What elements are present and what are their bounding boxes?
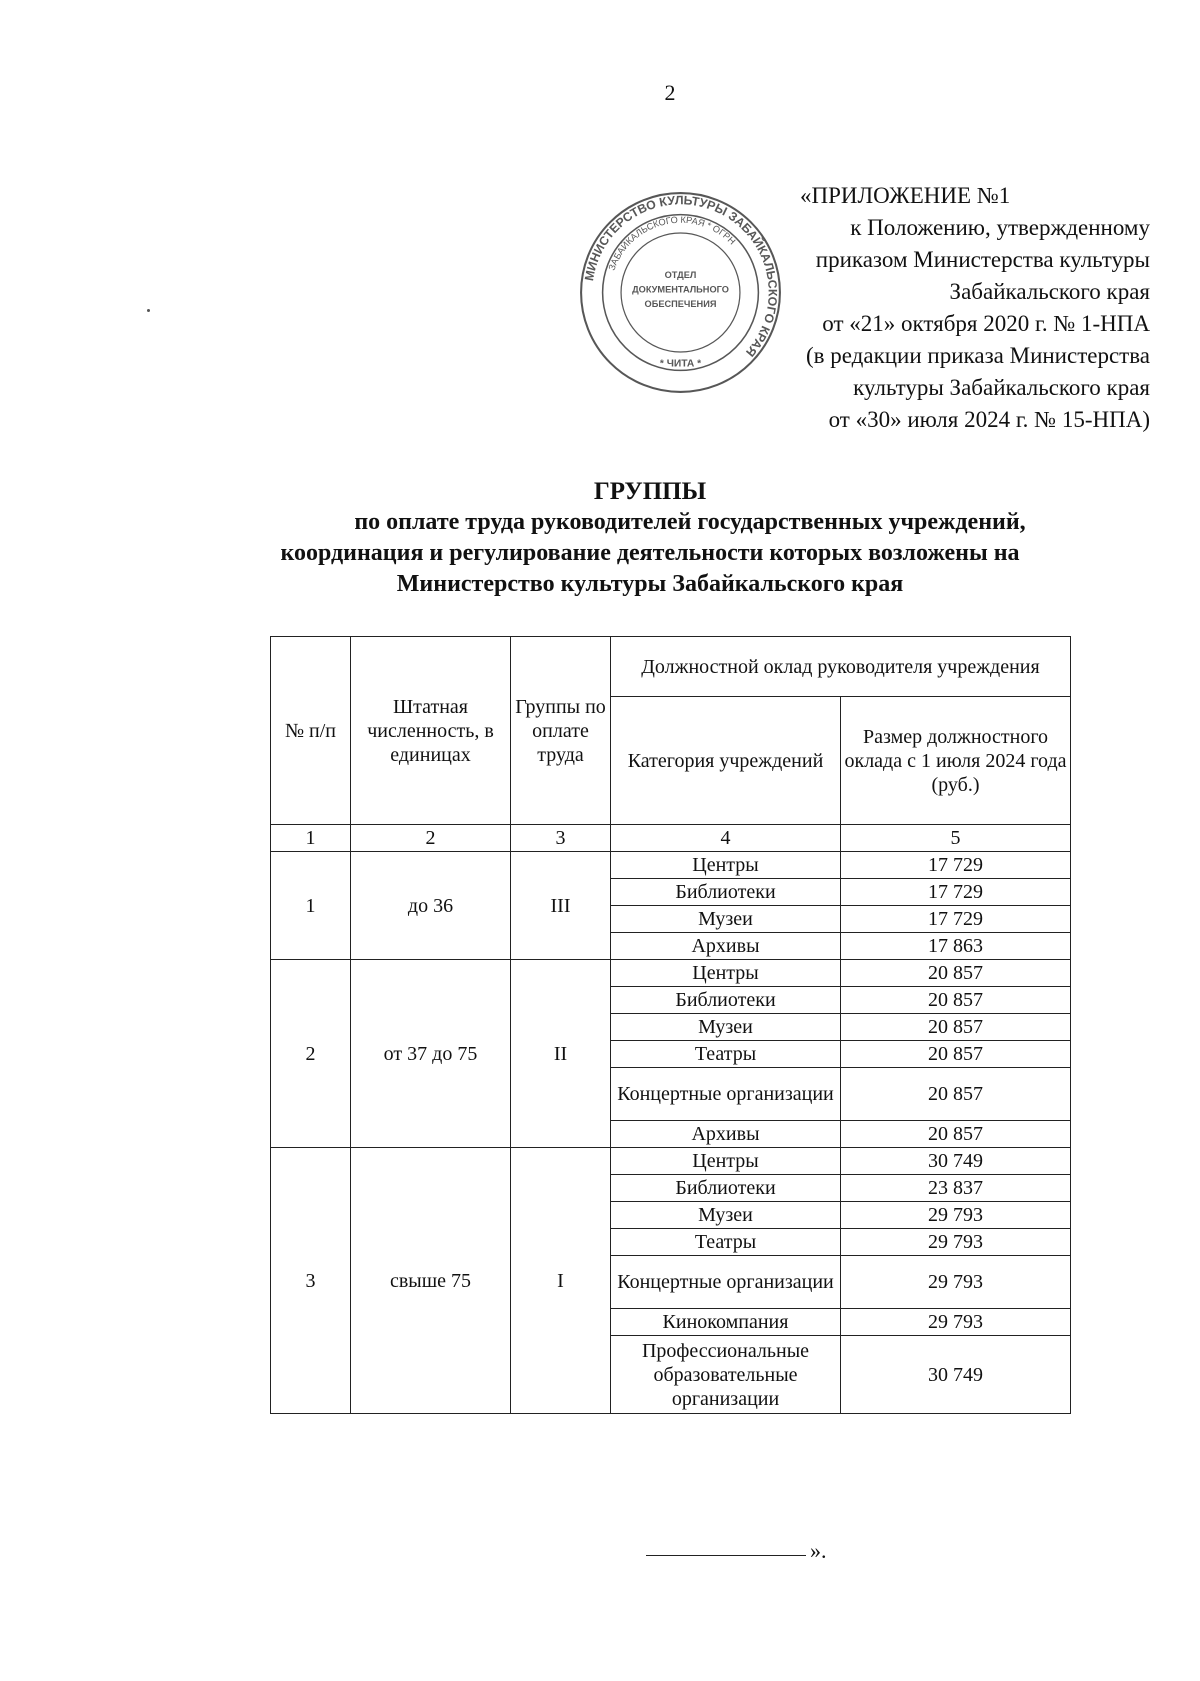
closing-mark bbox=[646, 1538, 827, 1564]
salary-cell: 20 857 bbox=[841, 1121, 1071, 1148]
category-cell: Библиотеки bbox=[611, 879, 841, 906]
column-number: 4 bbox=[611, 825, 841, 852]
group-level: III bbox=[511, 852, 611, 960]
table-row bbox=[271, 852, 1071, 879]
salary-cell: 29 793 bbox=[841, 1202, 1071, 1229]
appendix-line: Забайкальского края bbox=[949, 279, 1150, 304]
stamp-inner-text: ЗАБАЙКАЛЬСКОГО КРАЯ * ОГРН bbox=[606, 214, 738, 272]
heading-title: ГРУППЫ bbox=[593, 478, 707, 505]
group-level: II bbox=[511, 960, 611, 1148]
header-category: Категория учреждений bbox=[611, 697, 841, 825]
closing-underline bbox=[646, 1555, 806, 1556]
category-cell: Музеи bbox=[611, 1014, 841, 1041]
stamp-center-line-1: ОТДЕЛ bbox=[664, 270, 697, 281]
salary-cell: 20 857 bbox=[841, 987, 1071, 1014]
stamp-center-line-2: ДОКУМЕНТАЛЬНОГО bbox=[632, 284, 729, 295]
appendix-line: от «21» октября 2020 г. № 1-НПА bbox=[822, 311, 1150, 336]
salary-groups-table bbox=[270, 636, 1071, 1414]
header-num: № п/п bbox=[271, 637, 351, 825]
salary-cell: 29 793 bbox=[841, 1256, 1071, 1309]
salary-cell: 30 749 bbox=[841, 1148, 1071, 1175]
header-salary-group: Должностной оклад руководителя учреждения bbox=[611, 637, 1071, 697]
column-number: 2 bbox=[351, 825, 511, 852]
table-row bbox=[271, 960, 1071, 987]
salary-cell: 29 793 bbox=[841, 1309, 1071, 1336]
salary-cell: 29 793 bbox=[841, 1229, 1071, 1256]
salary-cell: 17 729 bbox=[841, 906, 1071, 933]
salary-cell: 30 749 bbox=[841, 1336, 1071, 1414]
appendix-line: от «30» июля 2024 г. № 15-НПА) bbox=[828, 407, 1150, 432]
page-number: 2 bbox=[664, 80, 676, 105]
table-row bbox=[271, 1148, 1071, 1175]
group-num: 3 bbox=[271, 1148, 351, 1414]
category-cell: Музеи bbox=[611, 1202, 841, 1229]
category-cell: Театры bbox=[611, 1041, 841, 1068]
appendix-line: к Положению, утвержденному bbox=[850, 215, 1150, 240]
appendix-line: приказом Министерства культуры bbox=[815, 247, 1150, 272]
heading-line-2: координация и регулирование деятельности которых возложены на bbox=[280, 540, 1020, 566]
category-cell: Библиотеки bbox=[611, 1175, 841, 1202]
document-heading bbox=[180, 476, 1120, 600]
salary-cell: 23 837 bbox=[841, 1175, 1071, 1202]
stamp-bottom-text: * ЧИТА * bbox=[659, 358, 702, 370]
salary-cell: 17 729 bbox=[841, 879, 1071, 906]
stamp-center-line-3: ОБЕСПЕЧЕНИЯ bbox=[644, 298, 717, 309]
header-staff: Штатная численность, в единицах bbox=[351, 637, 511, 825]
salary-cell: 20 857 bbox=[841, 1068, 1071, 1121]
salary-cell: 17 863 bbox=[841, 933, 1071, 960]
heading-line-1: по оплате труда руководителей государственных учреждений, bbox=[354, 509, 1026, 535]
category-cell: Центры bbox=[611, 1148, 841, 1175]
category-cell: Концертные организации bbox=[611, 1256, 841, 1309]
category-cell: Центры bbox=[611, 852, 841, 879]
group-staff: до 36 bbox=[351, 852, 511, 960]
salary-cell: 17 729 bbox=[841, 852, 1071, 879]
column-number: 3 bbox=[511, 825, 611, 852]
category-cell: Концертные организации bbox=[611, 1068, 841, 1121]
salary-cell: 20 857 bbox=[841, 960, 1071, 987]
appendix-line: культуры Забайкальского края bbox=[853, 375, 1150, 400]
category-cell: Кинокомпания bbox=[611, 1309, 841, 1336]
closing-quote: ». bbox=[810, 1538, 827, 1563]
column-number: 5 bbox=[841, 825, 1071, 852]
group-num: 1 bbox=[271, 852, 351, 960]
appendix-line: (в редакции приказа Министерства bbox=[805, 343, 1150, 368]
group-staff: свыше 75 bbox=[351, 1148, 511, 1414]
group-level: I bbox=[511, 1148, 611, 1414]
category-cell: Архивы bbox=[611, 933, 841, 960]
appendix-title: «ПРИЛОЖЕНИЕ №1 bbox=[800, 183, 1011, 208]
category-cell: Профессиональные образовательные организации bbox=[611, 1336, 841, 1414]
scan-speck bbox=[147, 309, 150, 312]
category-cell: Библиотеки bbox=[611, 987, 841, 1014]
header-salary: Размер должностного оклада с 1 июля 2024 года (руб.) bbox=[841, 697, 1071, 825]
heading-line-3: Министерство культуры Забайкальского края bbox=[396, 571, 904, 597]
group-num: 2 bbox=[271, 960, 351, 1148]
stamp-outer-text: МИНИСТЕРСТВО КУЛЬТУРЫ ЗАБАЙКАЛЬСКОГО КРАЯ bbox=[582, 193, 780, 360]
category-cell: Музеи bbox=[611, 906, 841, 933]
category-cell: Архивы bbox=[611, 1121, 841, 1148]
appendix-header bbox=[690, 180, 1150, 436]
salary-cell: 20 857 bbox=[841, 1041, 1071, 1068]
group-staff: от 37 до 75 bbox=[351, 960, 511, 1148]
header-group: Группы по оплате труда bbox=[511, 637, 611, 825]
salary-cell: 20 857 bbox=[841, 1014, 1071, 1041]
column-number: 1 bbox=[271, 825, 351, 852]
category-cell: Центры bbox=[611, 960, 841, 987]
category-cell: Театры bbox=[611, 1229, 841, 1256]
